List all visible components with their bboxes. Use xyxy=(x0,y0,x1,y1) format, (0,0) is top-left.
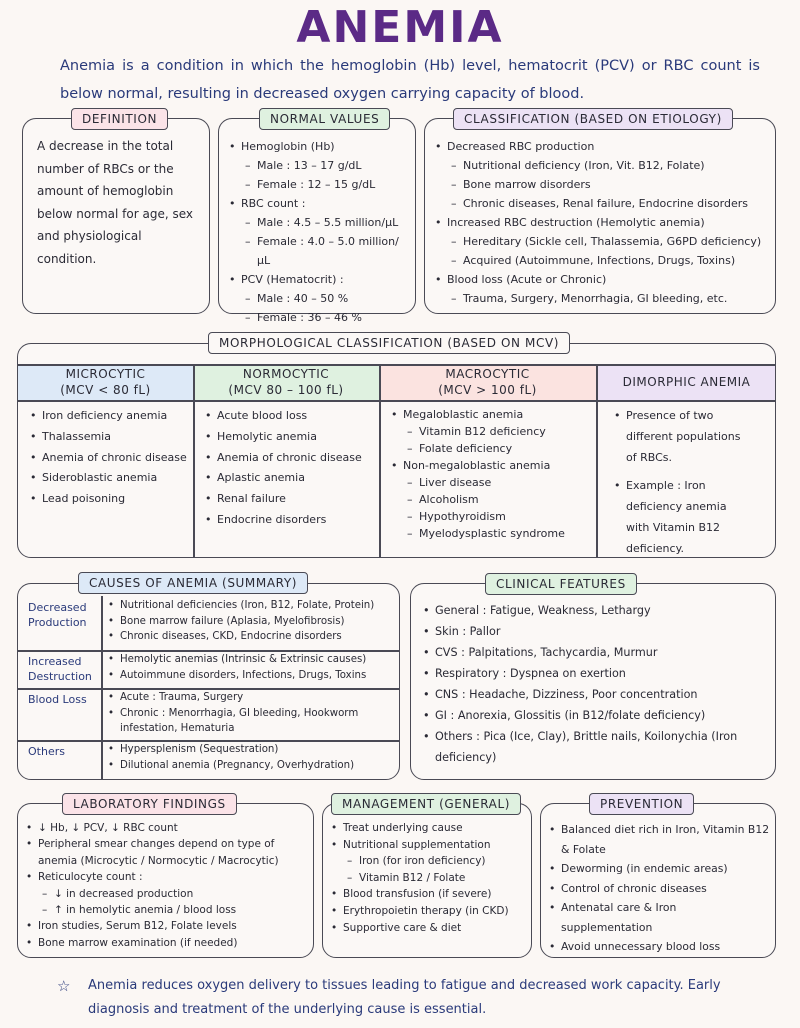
list-item: • Endocrine disorders xyxy=(203,510,373,531)
morph-column-header xyxy=(596,364,776,400)
column-divider xyxy=(101,596,103,779)
list-item: – Hypothyroidism xyxy=(389,508,590,525)
morph-column-subtitle: (MCV < 80 fL) xyxy=(60,383,151,397)
morphological-box xyxy=(17,343,776,558)
column-divider xyxy=(596,364,598,557)
list-item: – Female : 36 – 46 % xyxy=(227,308,411,327)
cause-list xyxy=(106,598,395,645)
list-item: • Lead poisoning xyxy=(28,489,187,510)
star-icon: ☆ xyxy=(57,977,71,995)
list-item: – ↓ in decreased production xyxy=(24,886,309,902)
list-item: • Hemolytic anemia xyxy=(203,427,373,448)
management-box xyxy=(322,797,532,958)
list-item: • Treat underlying cause xyxy=(329,820,527,837)
list-item: • Acute blood loss xyxy=(203,406,373,427)
prevention-box xyxy=(540,797,776,958)
list-item: • Skin : Pallor xyxy=(421,621,767,642)
morphological-heading: MORPHOLOGICAL CLASSIFICATION (BASED ON MCV) xyxy=(208,332,570,354)
cause-list xyxy=(106,690,395,737)
morph-column-list xyxy=(612,406,752,558)
classification-list xyxy=(433,137,771,308)
list-item: • Presence of two different populations of RBCs. xyxy=(612,406,752,468)
classification-heading: CLASSIFICATION (BASED ON ETIOLOGY) xyxy=(453,108,733,130)
list-item: • Anemia of chronic disease xyxy=(28,448,187,469)
list-item: • Iron studies, Serum B12, Folate levels xyxy=(24,918,309,934)
list-item: • Aplastic anemia xyxy=(203,468,373,489)
list-item: • Nutritional supplementation xyxy=(329,837,527,854)
list-item: • CNS : Headache, Dizziness, Poor concentration xyxy=(421,684,767,705)
clinical-list xyxy=(421,600,767,768)
list-item: – Male : 40 – 50 % xyxy=(227,289,411,308)
management-list xyxy=(329,820,527,936)
classification-box xyxy=(424,112,776,314)
list-item: • Others : Pica (Ice, Clay), Brittle nails, Koilonychia (Iron deficiency) xyxy=(421,726,767,768)
list-item: • Peripheral smear changes depend on type of anemia (Microcytic / Normocytic / Macrocytic) xyxy=(24,836,309,869)
list-item: – Female : 4.0 – 5.0 million/μL xyxy=(227,232,411,270)
list-item: • Thalassemia xyxy=(28,427,187,448)
morph-column-subtitle: (MCV > 100 fL) xyxy=(438,383,537,397)
clinical-box xyxy=(410,577,776,780)
list-item: • Bone marrow failure (Aplasia, Myelofibrosis) xyxy=(106,614,395,630)
list-item: • Sideroblastic anemia xyxy=(28,468,187,489)
list-item: • Example : Iron deficiency anemia with Vitamin B12 deficiency. xyxy=(612,476,752,558)
list-item: – Male : 13 – 17 g/dL xyxy=(227,156,411,175)
list-item: • Respiratory : Dyspnea on exertion xyxy=(421,663,767,684)
list-item: • Control of chronic diseases xyxy=(547,879,771,899)
list-item: • Autoimmune disorders, Infections, Drugs, Toxins xyxy=(106,668,395,684)
cause-list xyxy=(106,652,395,683)
list-item: • Megaloblastic anemia xyxy=(389,406,590,423)
morph-column-list xyxy=(203,406,373,531)
list-item: • Hypersplenism (Sequestration) xyxy=(106,742,395,758)
cause-category-label: Decreased Production xyxy=(28,601,87,629)
morph-column-subtitle: (MCV 80 – 100 fL) xyxy=(228,383,344,397)
morph-column-title: DIMORPHIC ANEMIA xyxy=(622,375,751,389)
page-title: ANEMIA xyxy=(296,2,504,53)
list-item: • Chronic : Menorrhagia, GI bleeding, Hookworm infestation, Hematuria xyxy=(106,706,395,737)
row-divider xyxy=(18,364,775,366)
list-item: – ↑ in hemolytic anemia / blood loss xyxy=(24,902,309,918)
normal-values-list xyxy=(227,137,411,327)
row-divider xyxy=(18,650,399,652)
list-item: • ↓ Hb, ↓ PCV, ↓ RBC count xyxy=(24,820,309,836)
list-item: • Non-megaloblastic anemia xyxy=(389,457,590,474)
list-item: • Avoid unnecessary blood loss xyxy=(547,937,771,957)
clinical-heading: CLINICAL FEATURES xyxy=(485,573,637,595)
cause-list xyxy=(106,742,395,773)
lab-heading: LABORATORY FINDINGS xyxy=(62,793,237,815)
list-item: • Erythropoietin therapy (in CKD) xyxy=(329,903,527,920)
morph-column-list xyxy=(389,406,590,542)
list-item: • CVS : Palpitations, Tachycardia, Murmur xyxy=(421,642,767,663)
cause-category-label: Blood Loss xyxy=(28,693,87,706)
causes-heading: CAUSES OF ANEMIA (SUMMARY) xyxy=(78,572,308,594)
list-item: • Nutritional deficiencies (Iron, B12, Folate, Protein) xyxy=(106,598,395,614)
morph-column-title: MACROCYTIC xyxy=(445,367,530,381)
list-item: – Nutritional deficiency (Iron, Vit. B12, Folate) xyxy=(433,156,771,175)
list-item: • Acute : Trauma, Surgery xyxy=(106,690,395,706)
list-item: • Decreased RBC production xyxy=(433,137,771,156)
list-item: • Hemolytic anemias (Intrinsic & Extrinsic causes) xyxy=(106,652,395,668)
list-item: – Female : 12 – 15 g/dL xyxy=(227,175,411,194)
intro-text: Anemia is a condition in which the hemoglobin (Hb) level, hematocrit (PCV) or RBC count is below normal, resulting in decreased oxygen carrying capacity of blood. xyxy=(60,58,760,102)
lab-list xyxy=(24,820,309,951)
list-item: • Blood transfusion (if severe) xyxy=(329,886,527,903)
list-item: • GI : Anorexia, Glossitis (in B12/folate deficiency) xyxy=(421,705,767,726)
list-item: • Bone marrow examination (if needed) xyxy=(24,935,309,951)
list-item: • Dilutional anemia (Pregnancy, Overhydration) xyxy=(106,758,395,774)
column-divider xyxy=(379,364,381,557)
management-heading: MANAGEMENT (GENERAL) xyxy=(331,793,521,815)
morph-column-header xyxy=(379,364,596,400)
list-item: – Acquired (Autoimmune, Infections, Drugs, Toxins) xyxy=(433,251,771,270)
list-item: • Antenatal care & Iron supplementation xyxy=(547,898,771,937)
list-item: • Chronic diseases, CKD, Endocrine disorders xyxy=(106,629,395,645)
list-item: • Renal failure xyxy=(203,489,373,510)
normal-values-box xyxy=(218,112,416,324)
morph-column-header xyxy=(18,364,193,400)
list-item: – Myelodysplastic syndrome xyxy=(389,525,590,542)
list-item: • Supportive care & diet xyxy=(329,920,527,937)
list-item: – Chronic diseases, Renal failure, Endocrine disorders xyxy=(433,194,771,213)
list-item: – Iron (for iron deficiency) xyxy=(329,853,527,870)
list-item: – Male : 4.5 – 5.5 million/μL xyxy=(227,213,411,232)
definition-text: A decrease in the total number of RBCs or the amount of hemoglobin below normal for age, sex and physiological condition. xyxy=(37,139,193,266)
list-item: • Deworming (in endemic areas) xyxy=(547,859,771,879)
causes-box xyxy=(17,583,400,780)
list-item: – Trauma, Surgery, Menorrhagia, GI bleeding, etc. xyxy=(433,289,771,308)
list-item: – Vitamin B12 / Folate xyxy=(329,870,527,887)
footer-note xyxy=(57,974,740,1022)
list-item: • Iron deficiency anemia xyxy=(28,406,187,427)
list-item: • General : Fatigue, Weakness, Lethargy xyxy=(421,600,767,621)
column-divider xyxy=(193,364,195,557)
definition-heading: DEFINITION xyxy=(71,108,168,130)
list-item: – Bone marrow disorders xyxy=(433,175,771,194)
list-item: • Balanced diet rich in Iron, Vitamin B12 & Folate xyxy=(547,820,771,859)
list-item: • Increased RBC destruction (Hemolytic anemia) xyxy=(433,213,771,232)
list-item: • PCV (Hematocrit) : xyxy=(227,270,411,289)
list-item: – Alcoholism xyxy=(389,491,590,508)
prevention-heading: PREVENTION xyxy=(589,793,694,815)
list-item: • Anemia of chronic disease xyxy=(203,448,373,469)
morph-column-title: NORMOCYTIC xyxy=(242,367,330,381)
list-item: – Vitamin B12 deficiency xyxy=(389,423,590,440)
morph-column-list xyxy=(28,406,187,510)
definition-box xyxy=(22,112,210,314)
list-item: – Folate deficiency xyxy=(389,440,590,457)
footer-text: Anemia reduces oxygen delivery to tissues leading to fatigue and decreased work capacity. Early diagnosis and treatment of the underlying cause is essential. xyxy=(88,978,721,1017)
list-item: – Liver disease xyxy=(389,474,590,491)
cause-category-label: Others xyxy=(28,745,65,758)
prevention-list xyxy=(547,820,771,957)
lab-box xyxy=(17,797,314,958)
list-item: • RBC count : xyxy=(227,194,411,213)
cause-category-label: Increased Destruction xyxy=(28,655,92,683)
morph-column-title: MICROCYTIC xyxy=(65,367,146,381)
list-item: • Reticulocyte count : xyxy=(24,869,309,885)
row-divider xyxy=(18,688,399,690)
normal-values-heading: NORMAL VALUES xyxy=(259,108,390,130)
list-item: • Hemoglobin (Hb) xyxy=(227,137,411,156)
morph-column-header xyxy=(193,364,379,400)
row-divider xyxy=(18,740,399,742)
list-item: – Hereditary (Sickle cell, Thalassemia, G6PD deficiency) xyxy=(433,232,771,251)
row-divider xyxy=(18,400,775,402)
list-item: • Blood loss (Acute or Chronic) xyxy=(433,270,771,289)
